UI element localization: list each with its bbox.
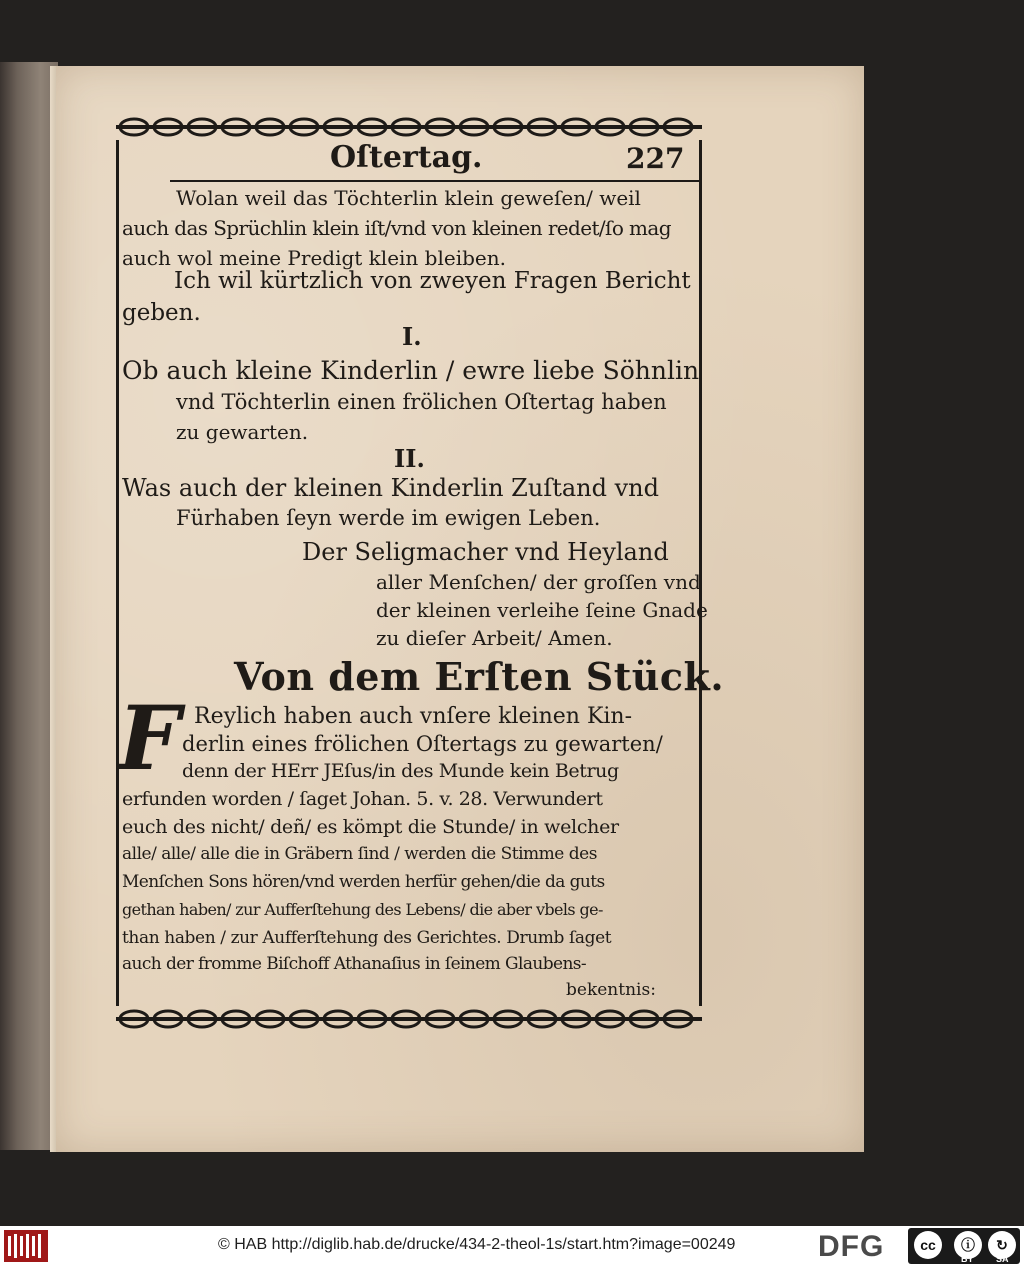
header-rule (170, 180, 700, 182)
sa-label: SA (996, 1254, 1009, 1264)
body-line-11: bekentnis: (566, 980, 656, 1000)
drop-cap-initial: F (118, 686, 181, 790)
footer-bar (0, 1226, 1024, 1267)
by-label: BY (961, 1254, 974, 1264)
copyright-link[interactable]: © HAB http://diglib.hab.de/drucke/434-2-theol-1s/start.htm?image=00249 (218, 1236, 736, 1253)
question-2-line-2: Fürhaben ſeyn werde im ewigen Leben. (176, 506, 601, 530)
page-number: 227 (626, 142, 685, 175)
top-ornament-border (116, 116, 702, 138)
share-alike-icon: ↻ (988, 1231, 1016, 1259)
frame-left-rule (116, 140, 119, 1006)
body-line-9: than haben / zur Aufferſtehung des Gerichtes. Drumb ſaget (122, 928, 612, 948)
question-2-line-1: Was auch der kleinen Kinderlin Zuſtand vnd (122, 474, 659, 502)
body-line-6: alle/ alle/ alle die in Gräbern ſind / werden die Stimme des (122, 844, 597, 864)
question-2-numeral: II. (394, 444, 425, 473)
intro-line-1: Wolan weil das Töchterlin klein geweſen/ weil (176, 186, 641, 210)
intro-line-4: Ich wil kürtzlich von zweyen Fragen Bericht (174, 268, 691, 294)
body-line-7: Menſchen Sons hören/vnd werden herfür gehen/die da guts (122, 872, 605, 892)
prayer-line-1: Der Seligmacher vnd Heyland (302, 538, 669, 566)
library-logo-icon (4, 1230, 48, 1262)
cc-license-badge[interactable] (908, 1228, 1020, 1264)
cc-icon: cc (914, 1231, 942, 1259)
body-line-5: euch des nicht/ deñ/ es kömpt die Stunde/ in welcher (122, 816, 619, 838)
body-line-2: derlin eines frölichen Oſtertags zu gewarten/ (182, 732, 663, 756)
by-person-icon: ⓘ (954, 1231, 982, 1259)
intro-line-5: geben. (122, 300, 201, 326)
question-1-line-2: vnd Töchterlin einen frölichen Oſtertag haben (176, 390, 667, 414)
running-head-title: Oſtertag. (330, 140, 483, 175)
body-line-3: denn der HErr JEſus/in des Munde kein Betrug (182, 760, 619, 782)
prayer-line-4: zu dieſer Arbeit/ Amen. (376, 626, 613, 650)
prayer-line-2: aller Menſchen/ der groſſen vnd (376, 570, 701, 594)
intro-line-3: auch wol meine Predigt klein bleiben. (122, 246, 506, 270)
question-1-line-1: Ob auch kleine Kinderlin / ewre liebe Söhnlin (122, 356, 700, 385)
dfg-logo: DFG (818, 1230, 885, 1263)
body-line-4: erfunden worden / ſaget Johan. 5. v. 28. Verwundert (122, 788, 603, 810)
intro-line-2: auch das Sprüchlin klein iſt/vnd von kleinen redet/ſo mag (122, 216, 671, 240)
question-1-numeral: I. (402, 322, 422, 351)
body-line-8: gethan haben/ zur Aufferſtehung des Lebens/ die aber vbels ge- (122, 900, 603, 919)
body-line-10: auch der fromme Biſchoff Athanaſius in ſeinem Glaubens- (122, 954, 587, 974)
bottom-ornament-border (116, 1008, 702, 1030)
section-heading: Von dem Erſten Stück. (234, 654, 725, 699)
prayer-line-3: der kleinen verleihe ſeine Gnade (376, 598, 708, 622)
question-1-line-3: zu gewarten. (176, 420, 309, 444)
body-line-1: Reylich haben auch vnſere kleinen Kin- (194, 704, 633, 729)
